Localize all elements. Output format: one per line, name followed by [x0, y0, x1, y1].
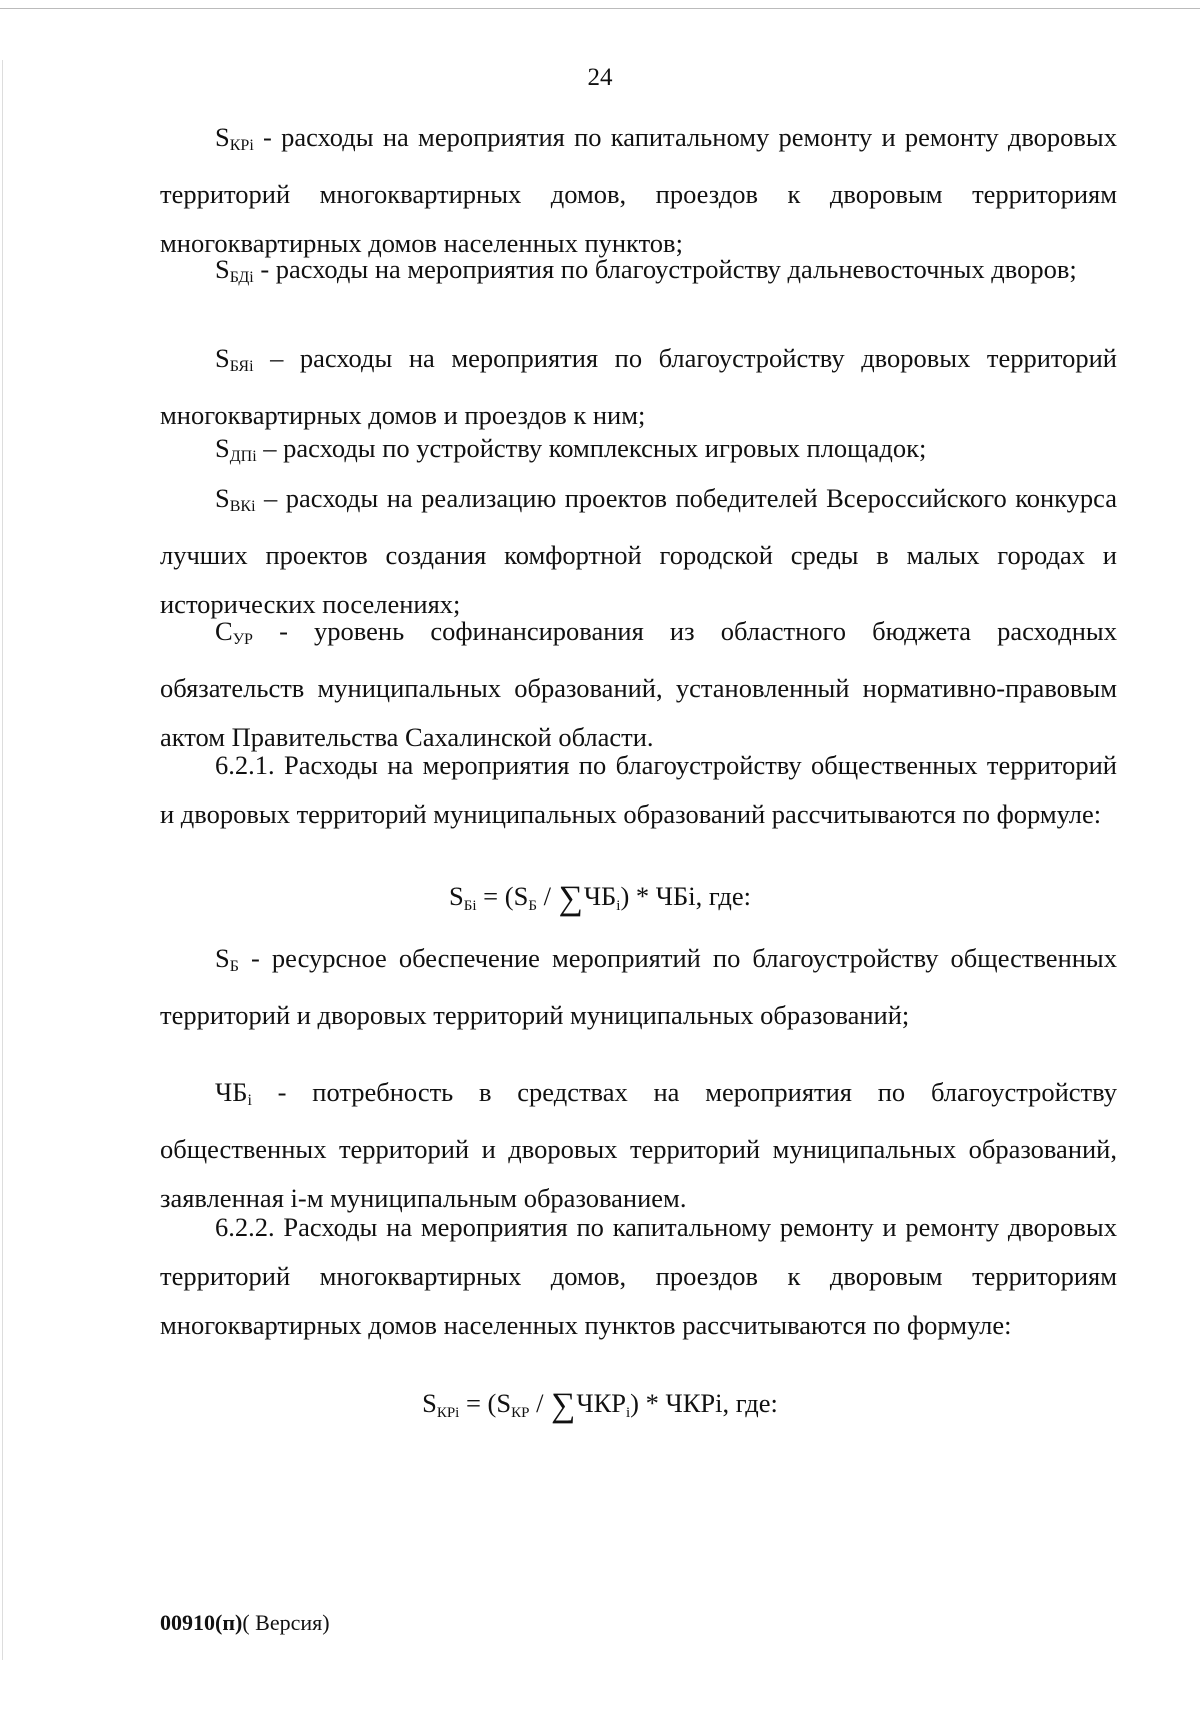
document-code: 00910(п)	[160, 1610, 243, 1635]
definition-text: – расходы на мероприятия по благоустройству дворовых территорий многоквартирных домов и проездов к ним;	[160, 343, 1117, 430]
definition-text: - потребность в средствах на мероприятия по благоустройству общественных территорий и дворовых территорий муниципальных образований, заявленная i-м муниципальным образованием.	[160, 1077, 1117, 1213]
document-footer	[160, 1610, 330, 1636]
symbol: $S_{КРi}$	[215, 122, 254, 154]
symbol: $S_{ВКi}$	[215, 483, 256, 515]
definition-text: – расходы на реализацию проектов победителей Всероссийского конкурса лучших проектов создания комфортной городской среды в малых городах и исторических поселениях;	[160, 483, 1117, 619]
version-label: ( Версия)	[242, 1610, 330, 1635]
definition-text: - расходы на мероприятия по благоустройству дальневосточных дворов;	[253, 254, 1077, 284]
page-number: 24	[587, 64, 613, 91]
formula-s-bi: $S_{Бi} = (S_Б / \sum ЧБ_i)$ * ЧБi, где:	[449, 880, 751, 917]
sum-symbol: ∑	[558, 880, 583, 917]
definition-text: – расходы по устройству комплексных игровых площадок;	[256, 433, 927, 463]
definition-s-vk	[160, 474, 1117, 629]
definition-ch-b	[160, 1068, 1117, 1223]
definition-text: - уровень софинансирования из областного бюджета расходных обязательств муниципальных образований, установленный нормативно-правовым актом Правительства Сахалинской области.	[160, 616, 1117, 752]
definition-text: - ресурсное обеспечение мероприятий по благоустройству общественных территорий и дворовых территорий муниципальных образований;	[160, 943, 1117, 1030]
definition-s-bd	[160, 245, 1117, 302]
definition-s-dp	[160, 424, 1117, 481]
clause-6-2-2: 6.2.2. Расходы на мероприятия по капитальному ремонту и ремонту дворовых территорий многоквартирных домов, проездов к дворовым территориям многоквартирных домов населенных пунктов рассчитываются по формуле:	[160, 1212, 1117, 1340]
definition-s-b	[160, 934, 1117, 1040]
clause-6-2-1: 6.2.1. Расходы на мероприятия по благоустройству общественных территорий и дворовых территорий муниципальных образований рассчитываются по формуле:	[160, 750, 1117, 829]
scan-border-top	[0, 8, 1200, 9]
symbol: $С_{УР}$	[215, 616, 253, 648]
definition-c-ur	[160, 607, 1117, 762]
symbol: $S_{ДПi}$	[215, 433, 257, 465]
symbol: $S_{БДi}$	[215, 254, 254, 286]
definition-text: - расходы на мероприятия по капитальному ремонту и ремонту дворовых территорий многоквартирных домов, проездов к дворовым территориям многоквартирных домов населенных пунктов;	[160, 122, 1117, 258]
symbol: $S_Б$	[215, 943, 239, 975]
symbol: $S_{БЯi}$	[215, 343, 254, 375]
formula-s-kr: $S_{КРi} = (S_{КР} / \sum ЧКР_i)$ * ЧКРi, где:	[422, 1387, 778, 1424]
sum-symbol: ∑	[551, 1387, 576, 1424]
symbol: $ЧБ_i$	[215, 1077, 252, 1109]
